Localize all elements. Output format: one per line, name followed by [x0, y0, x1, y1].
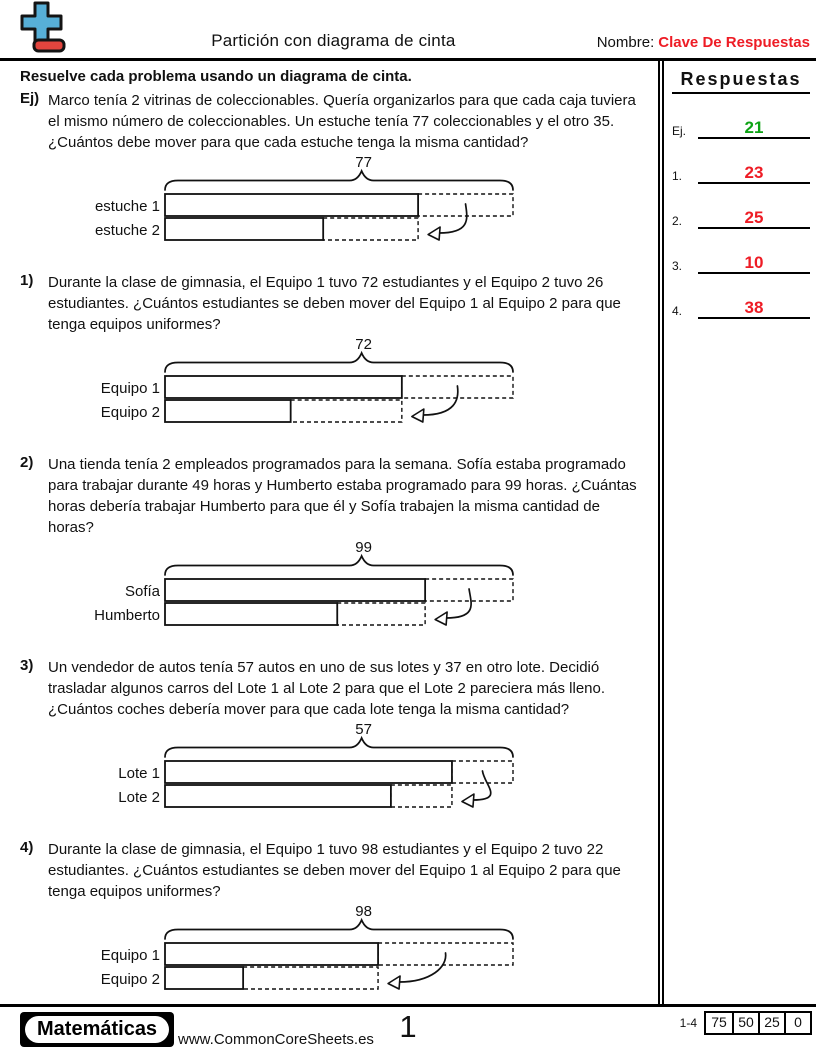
score-cell: 25 — [758, 1013, 784, 1033]
diagram-total-label: 99 — [355, 539, 372, 556]
bar-solid — [165, 194, 418, 216]
problem-head — [20, 454, 644, 538]
answer-row — [670, 118, 812, 139]
problem-block — [20, 272, 644, 437]
tape-diagram — [78, 721, 548, 817]
minus-icon — [34, 40, 64, 51]
brand-name: Matemáticas — [25, 1016, 169, 1043]
answers-title: Respuestas — [672, 69, 810, 94]
answer-underline — [698, 317, 810, 319]
diagram-total-label: 72 — [355, 336, 372, 353]
header — [0, 0, 816, 61]
problem-number: 4) — [20, 839, 34, 856]
bar-row-label: Lote 1 — [118, 765, 160, 782]
problem-text: Marco tenía 2 vitrinas de coleccionables. Quería organizarlos para que cada caja tuviera el mismo número de coleccionables. Un estuche tenía 77 coleccionables y el otro 35. ¿Cuántos debe mover para que cada estuche tenga la misma cantidad? — [48, 92, 636, 151]
bar-solid — [165, 943, 378, 965]
name-label: Nombre: — [596, 34, 655, 51]
answer-label: 3. — [672, 259, 683, 273]
bar-row-label: estuche 1 — [94, 198, 160, 215]
diagram-total-label: 77 — [355, 154, 372, 171]
page-title: Partición con diagrama de cinta — [211, 31, 456, 50]
answer-value: 23 — [744, 163, 764, 182]
instruction-text: Resuelve cada problema usando un diagrama de cinta. — [20, 68, 412, 85]
score-table — [704, 1011, 812, 1035]
tape-diagram — [78, 903, 548, 999]
answer-key-label: Clave De Respuestas — [658, 34, 810, 51]
problem-range-label: 1-4 — [679, 1016, 697, 1030]
problem-text: Un vendedor de autos tenía 57 autos en uno de sus lotes y 37 en otro lote. Decidió trasladar algunos carros del Lote 1 al Lote 2 para que el Lote 2 pareciera más lleno. ¿Cuántos coches debería mover para que cada lote tenga la misma cantidad? — [48, 659, 606, 718]
problem-head — [20, 839, 644, 902]
tape-diagram-wrap — [78, 721, 644, 822]
answer-slot — [698, 163, 810, 184]
answer-label: Ej. — [672, 124, 687, 138]
answer-row — [670, 253, 812, 274]
score-cell: 0 — [784, 1013, 810, 1033]
bar-dashed-extension — [243, 967, 378, 989]
answer-value: 10 — [744, 253, 764, 272]
answer-underline — [698, 227, 810, 229]
tape-diagram-wrap — [78, 903, 644, 1004]
bar-dashed-extension — [391, 785, 452, 807]
bar-solid — [165, 218, 323, 240]
tape-diagram — [78, 539, 548, 635]
answer-value: 25 — [744, 208, 764, 227]
answer-row — [670, 208, 812, 229]
move-arrow-head — [412, 409, 424, 422]
problem-head — [20, 90, 644, 153]
tape-diagram-wrap — [78, 336, 644, 437]
diagram-total-label: 57 — [355, 721, 372, 738]
problem-text: Durante la clase de gimnasia, el Equipo 1 tuvo 72 estudiantes y el Equipo 2 tuvo 26 estudiantes. ¿Cuántos estudiantes se deben mover del Equipo 1 al Equipo 2 para que tenga equipos uniformes? — [48, 274, 621, 333]
bar-row-label: Equipo 1 — [100, 947, 160, 964]
answer-slot — [698, 253, 810, 274]
tape-diagram-wrap — [78, 539, 644, 640]
total-brace — [165, 556, 513, 575]
bar-row-label: Humberto — [94, 607, 160, 624]
problem-list — [20, 90, 644, 1004]
plus-minus-logo-svg — [18, 0, 70, 54]
problem-head — [20, 657, 644, 720]
move-arrow-head — [428, 227, 440, 240]
score-cell: 75 — [711, 1014, 727, 1030]
bar-row-label: Lote 2 — [118, 789, 160, 806]
answer-slot — [698, 208, 810, 229]
bar-row-label: Equipo 2 — [100, 404, 160, 421]
plus-icon — [22, 3, 61, 42]
problem-block — [20, 657, 644, 822]
answer-slot — [698, 118, 810, 139]
tape-diagram-wrap — [78, 154, 644, 255]
tape-diagram — [78, 336, 548, 432]
answers-sidebar — [658, 61, 816, 1004]
problem-block — [20, 454, 644, 640]
problem-number: 3) — [20, 657, 34, 674]
answer-row — [670, 298, 812, 319]
answer-label: 4. — [672, 304, 683, 318]
answers-list — [670, 118, 812, 319]
score-strip — [680, 1011, 812, 1035]
answer-underline — [698, 272, 810, 274]
tape-diagram — [78, 154, 548, 250]
problem-block — [20, 90, 644, 255]
website-url: www.CommonCoreSheets.es — [178, 1031, 374, 1048]
bar-solid — [165, 967, 243, 989]
total-brace — [165, 353, 513, 372]
bar-solid — [165, 376, 402, 398]
total-brace — [165, 738, 513, 757]
answer-row — [670, 163, 812, 184]
total-brace — [165, 920, 513, 939]
answer-value: 21 — [744, 118, 764, 137]
total-brace — [165, 171, 513, 190]
bar-solid — [165, 400, 291, 422]
answer-underline — [698, 182, 810, 184]
bar-dashed-extension — [291, 400, 402, 422]
problem-number: 1) — [20, 272, 34, 289]
problem-head — [20, 272, 644, 335]
bar-solid — [165, 579, 425, 601]
answer-underline — [698, 137, 810, 139]
footer — [0, 1004, 816, 1056]
brand-logo — [20, 1012, 174, 1047]
move-arrow-head — [388, 976, 400, 989]
answer-label: 2. — [672, 214, 683, 228]
problem-text: Una tienda tenía 2 empleados programados para la semana. Sofía estaba programado para trabajar durante 49 horas y Humberto estaba programado para 99 horas. ¿Cuántas horas debería trabajar Humberto para que él y Sofía trabajen la misma cantidad de horas? — [48, 456, 637, 536]
bar-dashed-extension — [337, 603, 425, 625]
problem-block — [20, 839, 644, 1004]
name-row — [597, 34, 810, 54]
move-arrow-head — [435, 612, 447, 625]
answer-label: 1. — [672, 169, 683, 183]
diagram-total-label: 98 — [355, 903, 372, 920]
bar-solid — [165, 603, 337, 625]
problem-number: 2) — [20, 454, 34, 471]
body — [0, 61, 816, 1004]
bar-row-label: Sofía — [124, 583, 160, 600]
bar-row-label: Equipo 2 — [100, 971, 160, 988]
score-cell: 50 — [732, 1013, 758, 1033]
bar-solid — [165, 785, 391, 807]
answer-slot — [698, 298, 810, 319]
answer-value: 38 — [744, 298, 764, 317]
bar-solid — [165, 761, 452, 783]
bar-dashed-extension — [323, 218, 418, 240]
main-column — [0, 61, 658, 1004]
problem-text: Durante la clase de gimnasia, el Equipo 1 tuvo 98 estudiantes y el Equipo 2 tuvo 22 estudiantes. ¿Cuántos estudiantes se deben mover del Equipo 1 al Equipo 2 para que tenga equipos uniformes? — [48, 841, 621, 900]
plus-minus-logo-icon — [18, 0, 70, 54]
bar-row-label: Equipo 1 — [100, 380, 160, 397]
page-number: 1 — [399, 1009, 417, 1044]
move-arrow-head — [462, 794, 474, 807]
bar-row-label: estuche 2 — [94, 222, 160, 239]
problem-number: Ej) — [20, 90, 40, 107]
